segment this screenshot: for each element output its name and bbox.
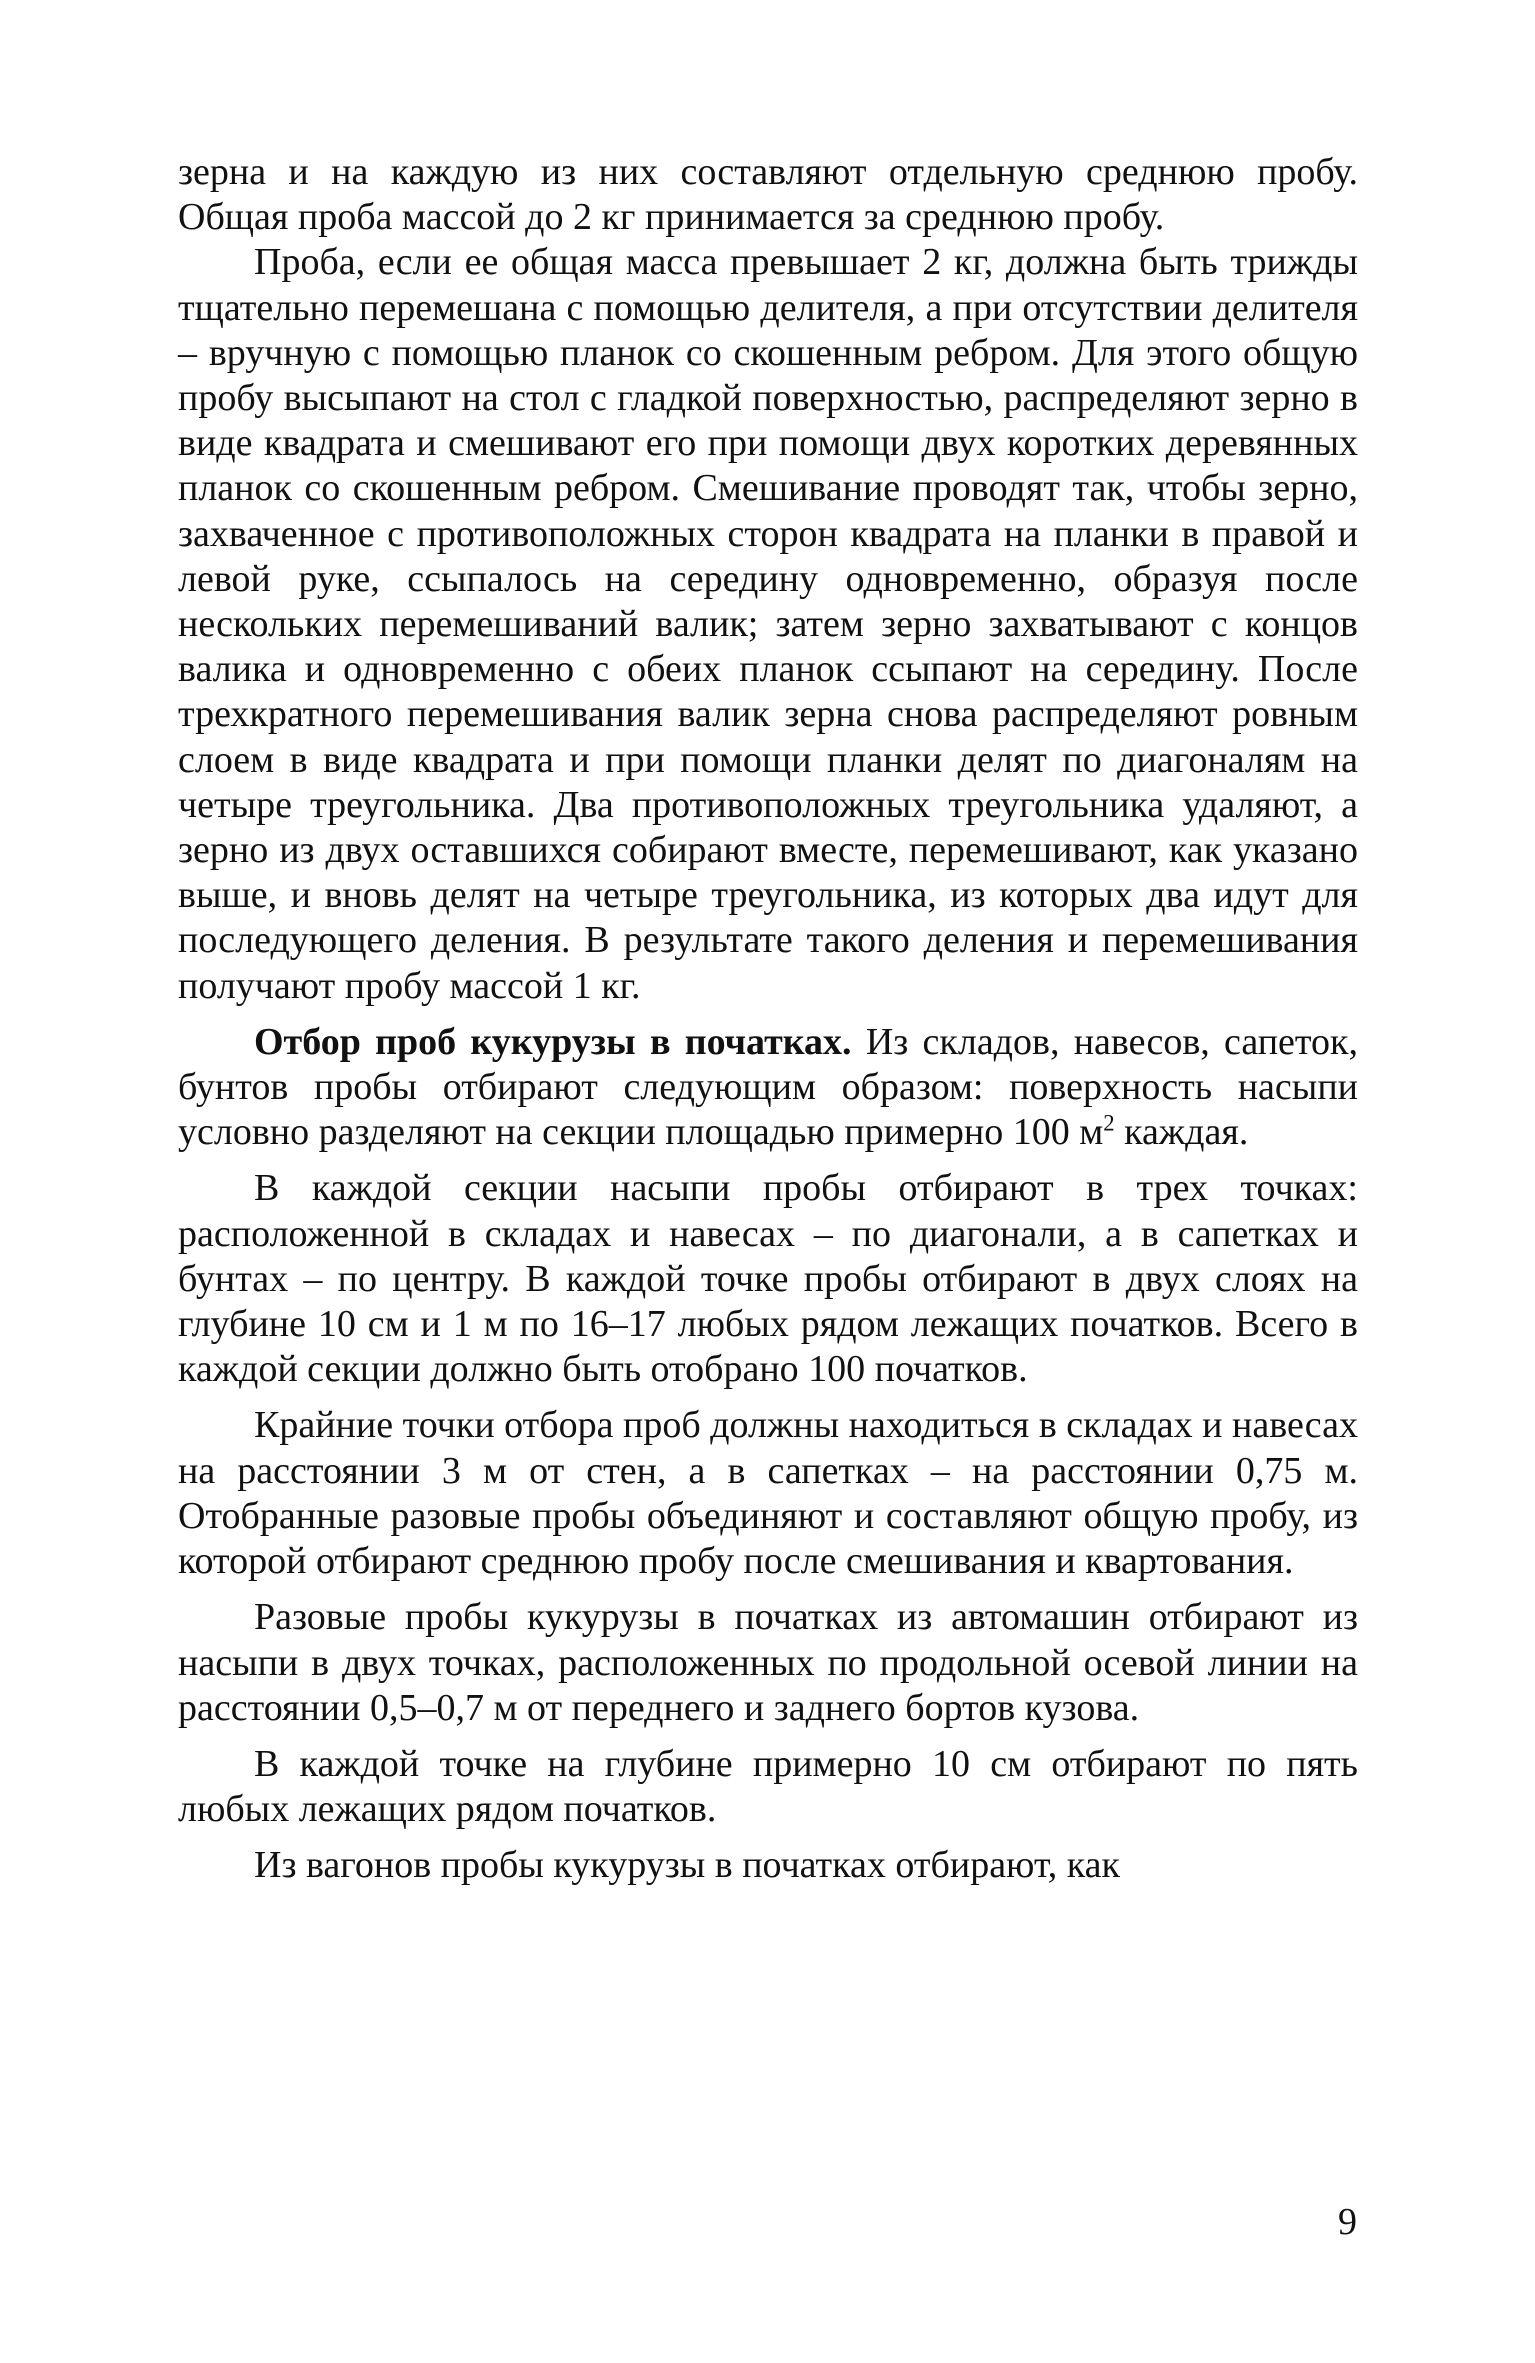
paragraph-3-text-b: каждая. [1114,1111,1249,1154]
paragraph-8: Из вагонов пробы кукурузы в початках отбирают, как [254,1844,1120,1887]
paragraph-7: В каждой точке на глубине примерно 10 см отбирают по пять любых лежащих рядом початков. [178,1742,1358,1831]
section-heading: Отбор проб кукурузы в початках. [254,1020,852,1063]
paragraph-2: Проба, если ее общая масса превышает 2 кг, должна быть трижды тщательно перемешана с помощью делителя, а при отсутствии делителя – вручную с помощью планок со скошенным ребром. Для этого общую пробу высыпают на стол с гладкой поверхностью, распределяют зерно в виде квадрата и смешивают его при помощи двух коротких деревянных планок со скошенным ребром. Смешивание проводят так, чтобы зерно, захваченное с противоположных сторон квадрата на планки в правой и левой руке, ссыпалось на середину одновременно, образуя после нескольких перемешиваний валик; затем зерно захватывают с концов валика и одновременно с обеих планок ссыпают на середину. После трехкратного перемешивания валик зерна снова распределяют ровным слоем в виде квадрата и при помощи планки делят по диагоналям на четыре треугольника. Два противоположных треугольника удаляют, а зерно из двух оставшихся собирают вместе, перемешивают, как указано выше, и вновь делят на четыре треугольника, из которых два идут для последующего деления. В результате такого деления и перемешивания получают пробу массой 1 кг. [178,241,1358,1007]
body-text [178,150,1358,1889]
paragraph-5: Крайние точки отбора проб должны находиться в складах и навесах на расстоянии 3 м от стен, а в сапетках – на расстоянии 0,75 м. Отобранные разовые пробы объединяют и составляют общую пробу, из которой отбирают среднюю пробу после смешивания и квартования. [178,1404,1358,1583]
paragraph-4: В каждой секции насыпи пробы отбирают в трех точках: расположенной в складах и навесах – по диагонали, а в сапетках и бунтах – по центру. В каждой точке пробы отбирают в двух слоях на глубине 10 см и 1 м по 16–17 любых рядом лежащих початков. Всего в каждой секции должно быть отобрано 100 початков. [178,1167,1358,1391]
paragraph-1: зерна и на каждую из них составляют отдельную среднюю пробу. Общая проба массой до 2 кг принимается за среднюю пробу. [178,151,1358,239]
page-number: 9 [1338,2201,1357,2243]
paragraph-3-text-a: Из складов, навесов, сапеток, бунтов пробы отбирают следующим образом: поверхность насыпи условно разделяют на секции площадью примерно 100 м [178,1020,1358,1154]
paragraph-6: Разовые пробы кукурузы в початках из автомашин отбирают из насыпи в двух точках, расположенных по продольной осевой линии на расстоянии 0,5–0,7 м от переднего и заднего бортов кузова. [178,1596,1358,1729]
paragraph-3 [178,1020,1358,1156]
superscript: 2 [1103,1110,1115,1136]
